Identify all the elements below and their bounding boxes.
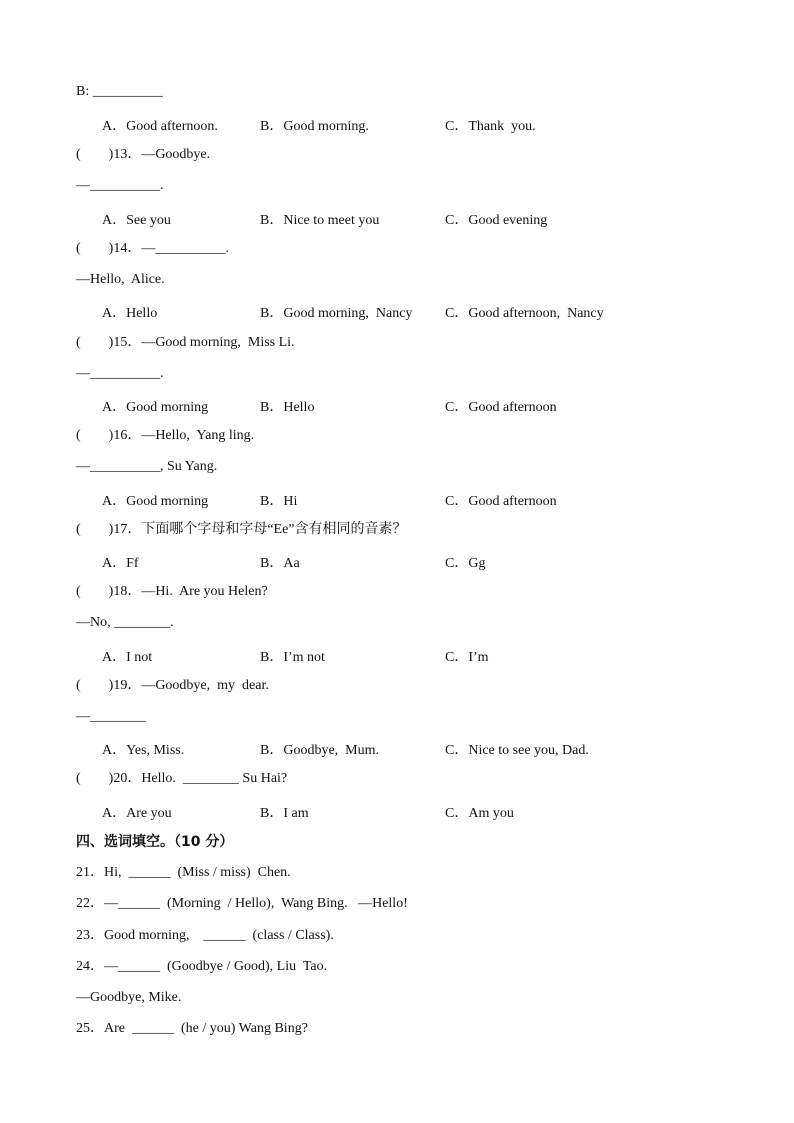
q16-option-c[interactable]: C．Good afternoon [445, 494, 557, 509]
q13-option-a[interactable]: A．See you [102, 213, 171, 228]
q12-option-c[interactable]: C．Thank you. [445, 119, 536, 134]
q13-option-b[interactable]: B．Nice to meet you [260, 213, 380, 228]
question-24-answer: —Goodbye, Mike. [76, 990, 182, 1005]
question-16: ( )16．—Hello, Yang ling. [76, 428, 255, 443]
q15-option-c[interactable]: C．Good afternoon [445, 400, 557, 415]
q12-option-a[interactable]: A．Good afternoon. [102, 119, 218, 134]
section-4-heading: 四、选词填空。（10 分） [76, 834, 234, 850]
q14-option-b[interactable]: B．Good morning, Nancy [260, 306, 413, 321]
q18-option-b[interactable]: B．I’m not [260, 650, 325, 665]
q16-option-b[interactable]: B．Hi [260, 494, 298, 509]
q14-option-a[interactable]: A．Hello [102, 306, 158, 321]
question-15-answer: —__________. [76, 366, 164, 381]
q13-option-c[interactable]: C．Good evening [445, 213, 548, 228]
question-15: ( )15．—Good morning, Miss Li. [76, 335, 295, 350]
question-17: ( )17．下面哪个字母和字母“Ee”含有相同的音素？ [76, 522, 407, 537]
question-18: ( )18．—Hi. Are you Helen? [76, 584, 268, 599]
question-25: 25．Are ______ (he / you) Wang Bing? [76, 1021, 308, 1036]
answer-b-line: B: __________ [76, 84, 163, 99]
question-21: 21．Hi, ______ (Miss / miss) Chen. [76, 865, 291, 880]
q17-option-a[interactable]: A．Ff [102, 556, 139, 571]
q12-option-b[interactable]: B．Good morning. [260, 119, 369, 134]
q18-option-c[interactable]: C．I’m [445, 650, 489, 665]
question-20: ( )20．Hello. ________ Su Hai? [76, 771, 288, 786]
q20-option-a[interactable]: A．Are you [102, 806, 172, 821]
q18-option-a[interactable]: A．I not [102, 650, 153, 665]
q17-option-c[interactable]: C．Gg [445, 556, 486, 571]
question-24: 24．—______ (Goodbye / Good), Liu Tao. [76, 959, 328, 974]
q20-option-b[interactable]: B．I am [260, 806, 309, 821]
question-13: ( )13．—Goodbye. [76, 147, 211, 162]
question-18-answer: —No, ________. [76, 615, 174, 630]
question-14: ( )14．—__________. [76, 241, 229, 256]
q14-option-c[interactable]: C．Good afternoon, Nancy [445, 306, 604, 321]
question-16-answer: —__________, Su Yang. [76, 459, 218, 474]
q15-option-a[interactable]: A．Good morning [102, 400, 209, 415]
question-14-answer: —Hello, Alice. [76, 272, 165, 287]
q15-option-b[interactable]: B．Hello [260, 400, 315, 415]
question-22: 22．—______ (Morning / Hello), Wang Bing. —Hello! [76, 896, 408, 911]
q19-option-a[interactable]: A．Yes, Miss. [102, 743, 185, 758]
question-19-answer: —________ [76, 709, 146, 724]
q20-option-c[interactable]: C．Am you [445, 806, 514, 821]
question-13-answer: —__________. [76, 178, 164, 193]
q19-option-c[interactable]: C．Nice to see you, Dad. [445, 743, 589, 758]
question-19: ( )19．—Goodbye, my dear. [76, 678, 269, 693]
q17-option-b[interactable]: B．Aa [260, 556, 300, 571]
q19-option-b[interactable]: B．Goodbye, Mum. [260, 743, 379, 758]
q16-option-a[interactable]: A．Good morning [102, 494, 209, 509]
question-23: 23．Good morning, ______ (class / Class). [76, 928, 334, 943]
